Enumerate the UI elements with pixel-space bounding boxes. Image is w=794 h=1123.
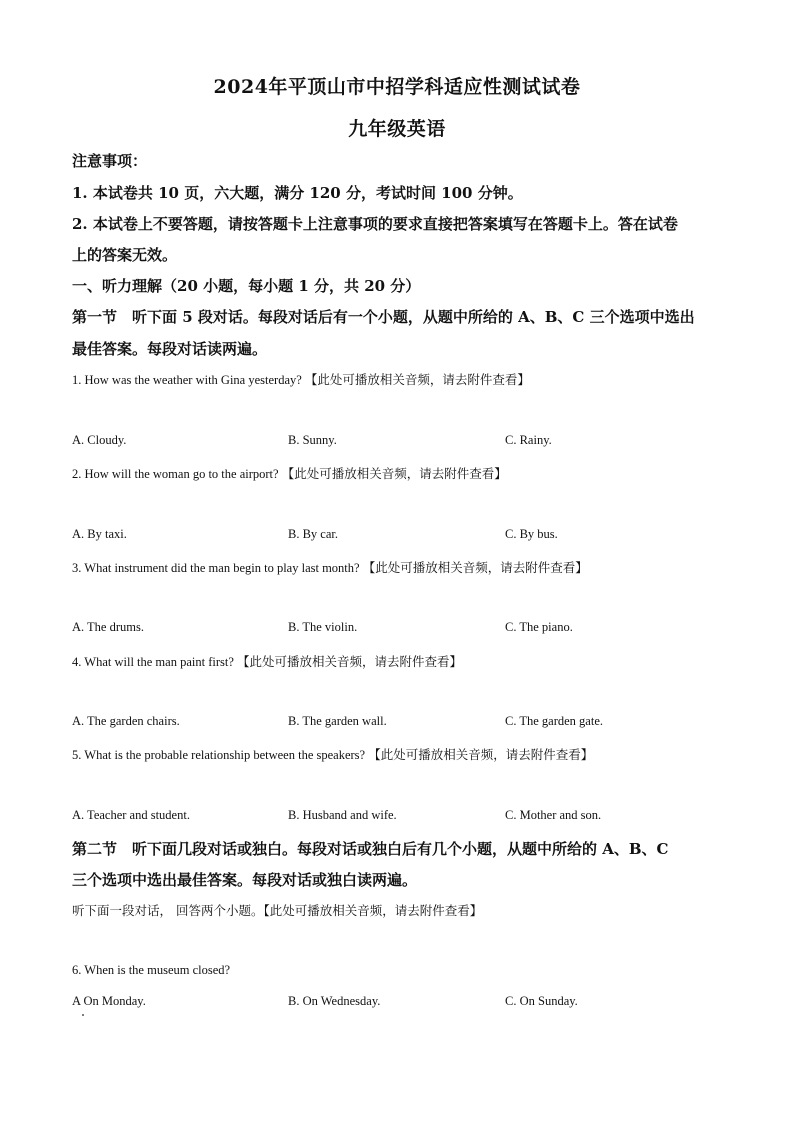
question-2-options — [72, 527, 732, 543]
option-b: B. On Wednesday. — [288, 994, 381, 1008]
part2-instruction-line-1: 第二节 听下面几段对话或独白。每段对话或独白后有几个小题，从题中所给的 A、B、C — [72, 840, 669, 858]
option-c: C. The garden gate. — [505, 714, 603, 728]
audio-note[interactable]: 【此处可播放相关音频，请去附件查看】 — [362, 560, 588, 575]
question-text: 1. How was the weather with Gina yesterday? — [72, 373, 302, 387]
notes-item-1: 1. 本试卷共 10 页，六大题，满分 120 分，考试时间 100 分钟。 — [72, 184, 523, 202]
question-text: 6. When is the museum closed? — [72, 963, 231, 977]
stray-dot — [82, 1014, 84, 1016]
option-b: B. The violin. — [288, 620, 358, 634]
dialogue-intro — [72, 901, 482, 919]
option-a: A. The garden chairs. — [72, 714, 180, 728]
question-5 — [72, 745, 593, 763]
question-6-options — [72, 994, 732, 1010]
notes-item-2-line-2: 上的答案无效。 — [72, 246, 178, 264]
option-b: B. Sunny. — [288, 433, 337, 447]
question-1-options — [72, 433, 732, 449]
audio-note[interactable]: 【此处可播放相关音频，请去附件查看】 — [237, 654, 463, 669]
notes-item-2-line-1: 2. 本试卷上不要答题，请按答题卡上注意事项的要求直接把答案填写在答题卡上。答在试卷 — [72, 215, 678, 233]
option-c: C. Rainy. — [505, 433, 552, 447]
question-text: 3. What instrument did the man begin to play last month? — [72, 561, 360, 575]
question-3 — [72, 558, 588, 576]
notes-heading: 注意事项： — [72, 152, 148, 170]
audio-note[interactable]: 【此处可播放相关音频，请去附件查看】 — [263, 903, 483, 918]
option-c: C. Mother and son. — [505, 808, 602, 822]
option-c: C. On Sunday. — [505, 994, 578, 1008]
audio-note[interactable]: 【此处可播放相关音频，请去附件查看】 — [304, 372, 530, 387]
option-c: C. By bus. — [505, 527, 558, 541]
option-b: B. Husband and wife. — [288, 808, 397, 822]
exam-subtitle: 九年级英语 — [348, 118, 446, 140]
dialogue-intro-text: 听下面一段对话， 回答两个小题。 — [72, 903, 264, 918]
option-a: A On Monday. — [72, 994, 146, 1008]
part1-instruction-line-2: 最佳答案。每段对话读两遍。 — [72, 340, 268, 358]
part1-instruction-line-1: 第一节 听下面 5 段对话。每段对话后有一个小题，从题中所给的 A、B、C 三个选项中选出 — [72, 308, 695, 326]
option-b: B. By car. — [288, 527, 338, 541]
question-4-options — [72, 714, 732, 730]
question-text: 5. What is the probable relationship between the speakers? — [72, 748, 366, 762]
question-6 — [72, 963, 230, 978]
option-b: B. The garden wall. — [288, 714, 387, 728]
option-a: A. Teacher and student. — [72, 808, 190, 822]
question-5-options — [72, 808, 732, 824]
question-2 — [72, 464, 507, 482]
question-3-options — [72, 620, 732, 636]
part2-instruction-line-2: 三个选项中选出最佳答案。每段对话或独白读两遍。 — [72, 871, 418, 889]
question-text: 4. What will the man paint first? — [72, 655, 234, 669]
question-text: 2. How will the woman go to the airport? — [72, 467, 279, 481]
exam-title: 2024年平顶山市中招学科适应性测试试卷 — [213, 76, 581, 98]
option-c: C. The piano. — [505, 620, 573, 634]
option-a: A. Cloudy. — [72, 433, 127, 447]
audio-note[interactable]: 【此处可播放相关音频，请去附件查看】 — [368, 747, 594, 762]
question-4 — [72, 652, 462, 670]
section-heading: 一、听力理解（20 小题，每小题 1 分，共 20 分） — [72, 277, 421, 295]
option-a: A. The drums. — [72, 620, 144, 634]
question-1 — [72, 370, 530, 388]
audio-note[interactable]: 【此处可播放相关音频，请去附件查看】 — [281, 466, 507, 481]
option-a: A. By taxi. — [72, 527, 127, 541]
